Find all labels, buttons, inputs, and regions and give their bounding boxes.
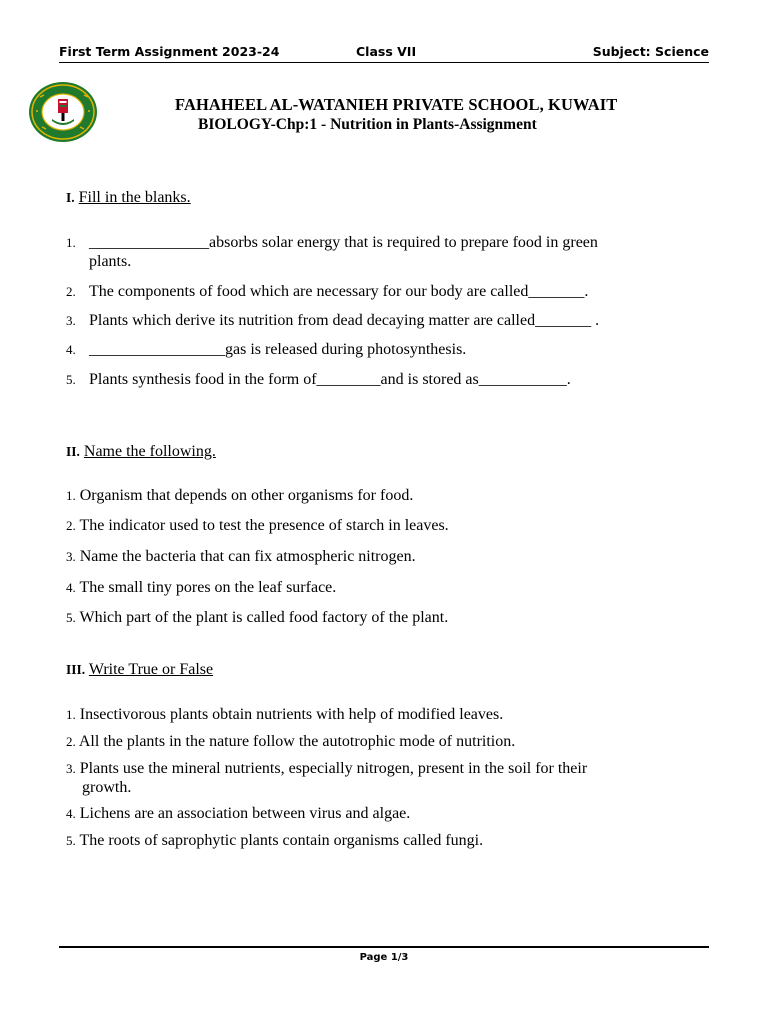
question-item	[66, 831, 666, 850]
question-number: 5.	[66, 372, 76, 387]
question-item	[66, 311, 666, 330]
header-subject: Subject: Science	[592, 44, 709, 59]
question-number: 3.	[66, 549, 76, 564]
question-item	[66, 282, 666, 301]
question-item	[66, 705, 666, 724]
question-text: Name the bacteria that can fix atmospheric nitrogen.	[79, 548, 416, 565]
question-item	[66, 370, 666, 389]
section-title: Fill in the blanks.	[78, 189, 191, 206]
question-text: The small tiny pores on the leaf surface.	[79, 579, 337, 596]
header-class: Class VII	[356, 44, 417, 59]
question-text: Plants synthesis food in the form of________and is stored as___________.	[89, 371, 571, 388]
section-heading-name-following	[66, 443, 216, 461]
section-heading-true-false	[66, 661, 213, 679]
section-number: II.	[66, 444, 80, 459]
question-text: _________________gas is released during photosynthesis.	[89, 341, 467, 358]
question-number: 1.	[66, 488, 76, 503]
page-header	[59, 44, 709, 63]
question-item	[66, 804, 666, 823]
section-number: I.	[66, 190, 75, 205]
question-text: Organism that depends on other organisms for food.	[79, 487, 414, 504]
question-number: 4.	[66, 580, 76, 595]
question-text: The components of food which are necessary for our body are called_______.	[89, 283, 589, 300]
question-text: Plants use the mineral nutrients, especially nitrogen, present in the soil for their	[79, 760, 588, 777]
question-item	[66, 547, 666, 566]
question-number: 5.	[66, 833, 76, 848]
question-text: Insectivorous plants obtain nutrients with help of modified leaves.	[79, 706, 504, 723]
question-item	[66, 516, 666, 535]
question-number: 3.	[66, 313, 76, 328]
question-number: 4.	[66, 806, 76, 821]
question-item	[66, 233, 666, 271]
question-number: 2.	[66, 284, 76, 299]
question-number: 2.	[66, 734, 76, 749]
question-text: The indicator used to test the presence of starch in leaves.	[79, 517, 449, 534]
question-text: Lichens are an association between virus and algae.	[79, 805, 411, 822]
question-item	[66, 340, 666, 359]
question-number: 3.	[66, 761, 76, 776]
question-text: The roots of saprophytic plants contain organisms called fungi.	[79, 832, 484, 849]
question-text: Plants which derive its nutrition from dead decaying matter are called_______ .	[89, 312, 600, 329]
question-text: _______________absorbs solar energy that is required to prepare food in green	[89, 234, 598, 251]
question-item	[66, 759, 666, 797]
header-assignment-term: First Term Assignment 2023-24	[59, 44, 280, 59]
section-number: III.	[66, 662, 86, 677]
question-number: 2.	[66, 518, 76, 533]
question-number: 1.	[66, 235, 76, 250]
school-name: FAHAHEEL AL-WATANIEH PRIVATE SCHOOL, KUWAIT	[175, 95, 618, 114]
section-title: Write True or False	[88, 661, 214, 678]
question-item	[66, 578, 666, 597]
question-number: 5.	[66, 610, 76, 625]
assignment-title: BIOLOGY-Chp:1 - Nutrition in Plants-Assignment	[198, 116, 537, 133]
question-number: 1.	[66, 707, 76, 722]
question-item	[66, 608, 666, 627]
section-heading-fill-blanks	[66, 189, 191, 207]
question-text-continued: plants.	[89, 253, 132, 270]
page-number: Page 1/3	[359, 952, 409, 963]
question-item	[66, 732, 666, 751]
question-text: All the plants in the nature follow the autotrophic mode of nutrition.	[78, 733, 516, 750]
question-item	[66, 486, 666, 505]
section-title: Name the following.	[83, 443, 216, 460]
question-text-continued: growth.	[82, 779, 132, 796]
question-text: Which part of the plant is called food factory of the plant.	[79, 609, 449, 626]
school-logo-icon	[28, 81, 98, 143]
footer-divider	[59, 946, 709, 948]
question-number: 4.	[66, 342, 76, 357]
